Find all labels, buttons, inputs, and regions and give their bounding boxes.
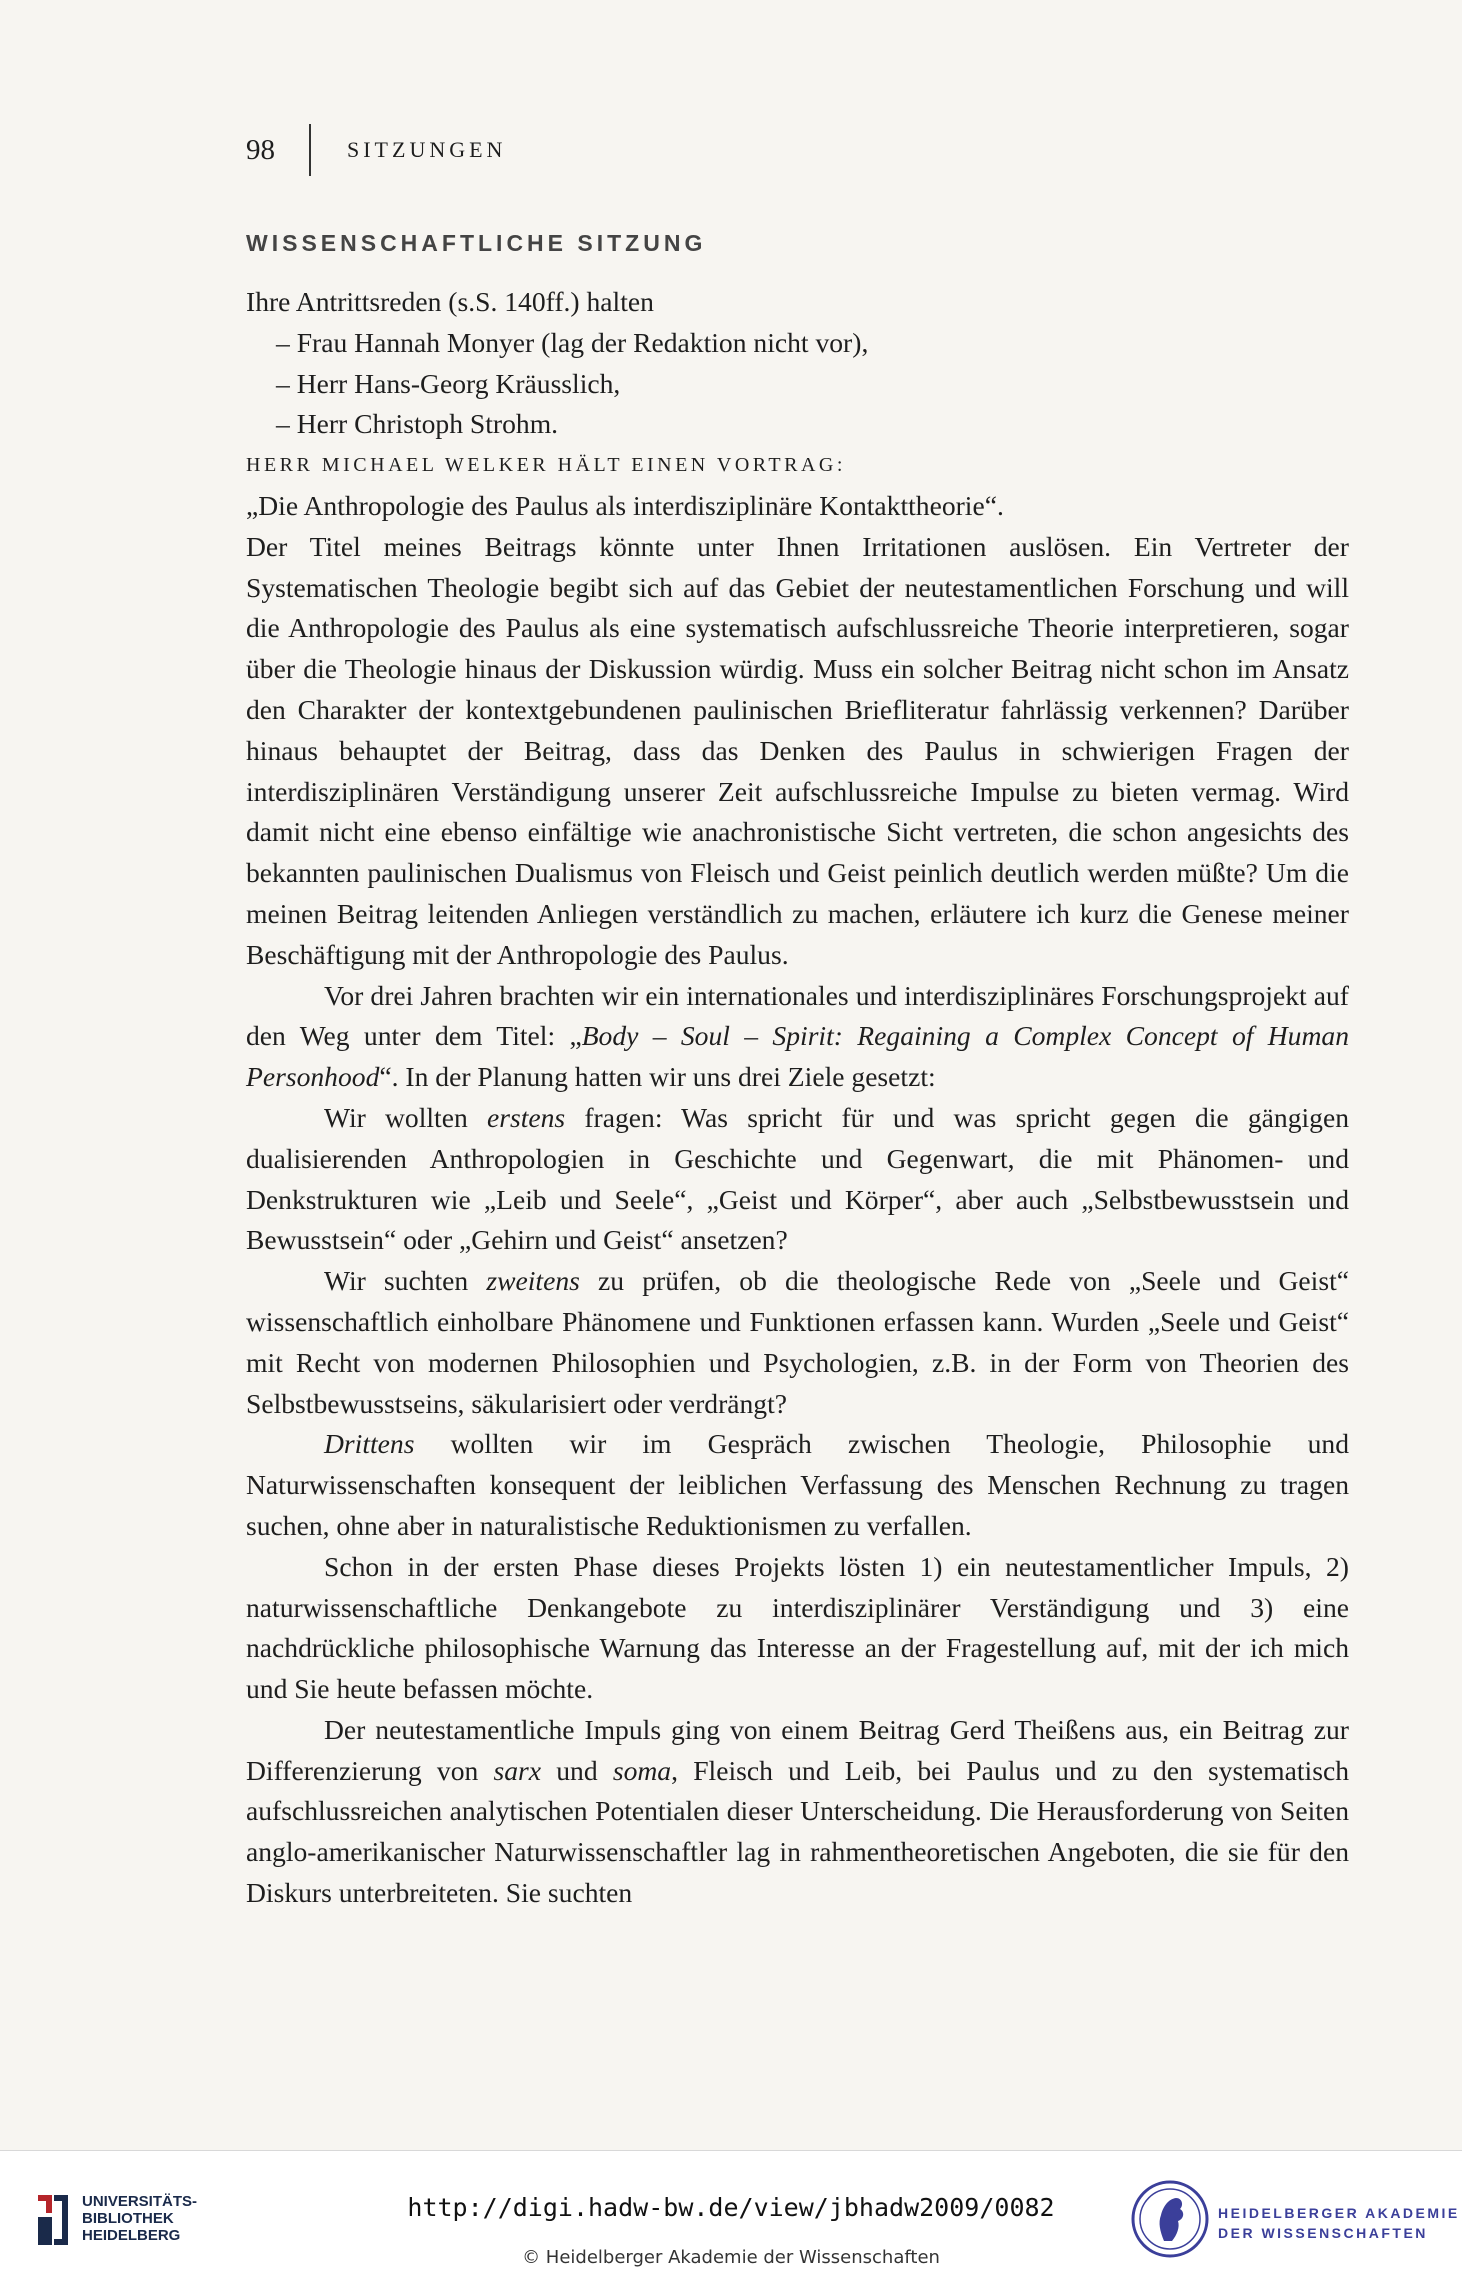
paragraph: Der Titel meines Beitrags könnte unter Ihnen Irritationen auslösen. Ein Vertreter der Systematischen Theologie begibt sich auf das Gebiet der neutestamentlichen Forschung und will die Anthropologie des Paulus als eine systematisch aufschlussreiche Theorie interpretieren, sogar über die Theologie hinaus der Diskussion würdig. Muss ein solcher Beitrag nicht schon im Ansatz den Charakter der kontextgebundenen paulinischen Briefliteratur fahrlässig verkennen? Darüber hinaus behauptet der Beitrag, dass das Denken des Paulus in schwierigen Fragen der interdisziplinären Verständigung unserer Zeit aufschlussreiche Impulse zu bieten vermag. Wird damit nicht eine ebenso einfältige wie anachronistische Sicht vertreten, die schon angesichts des bekannten paulinischen Dualismus von Fleisch und Geist peinlich deutlich werden müßte? Um die meinen Beitrag leitenden Anliegen verständlich zu machen, erläutere ich kurz die Genese meiner Beschäftigung mit der Anthropologie des Paulus. [246, 530, 1349, 970]
lecture-announcement: HERR MICHAEL WELKER HÄLT EINEN VORTRAG: [246, 454, 846, 477]
speaker-item: – Herr Hans-Georg Kräusslich, [276, 367, 621, 399]
paragraph: Der neutestamentliche Impuls ging von einem Beitrag Gerd Theißens aus, ein Beitrag zur Differenzierung von sarx und soma, Fleisch und Leib, bei Paulus und zu den systematisch aufschlussreichen analytischen Potentialen dieser Unterscheidung. Die Herausforderung von Seiten anglo-amerikanischer Naturwissenschaftler lag in rahmentheoretischen Angeboten, die sie für den Diskurs unterbreiteten. Sie suchten [246, 1713, 1349, 1909]
page-number: 98 [246, 133, 275, 166]
paragraph: Vor drei Jahren brachten wir ein internationales und interdisziplinäres Forschungsprojekt auf den Weg unter dem Titel: „Body – Soul – Spirit: Regaining a Complex Concept of Human Personhood“. In der Planung hatten wir uns drei Ziele gesetzt: [246, 979, 1349, 1093]
speaker-item: – Herr Christoph Strohm. [276, 408, 559, 440]
permalink-url[interactable]: http://digi.hadw-bw.de/view/jbhadw2009/0082 [407, 2193, 1055, 2222]
paragraph: Wir suchten zweitens zu prüfen, ob die theologische Rede von „Seele und Geist“ wissenschaftlich einholbare Phänomene und Funktionen erfassen kann. Wurden „Seele und Geist“ mit Recht von modernen Philosophien und Psychologien, z.B. in der Form von Theorien des Selbstbewusstseins, säkularisiert oder verdrängt? [246, 1265, 1349, 1419]
paragraph: Schon in der ersten Phase dieses Projekts lösten 1) ein neutestamentlicher Impuls, 2) naturwissenschaftliche Denkangebote zu interdisziplinärer Verständigung und 3) eine nachdrückliche philosophische Warnung das Interesse an der Fragestellung auf, mit der ich mich und Sie heute befassen möchte. [246, 1550, 1349, 1705]
academy-seal-icon [1130, 2179, 1210, 2259]
university-library-name: UNIVERSITÄTS- BIBLIOTHEK HEIDELBERG [82, 2193, 198, 2244]
copyright-notice: © Heidelberger Akademie der Wissenschaften [522, 2247, 940, 2268]
header-divider [309, 124, 311, 176]
project-title: Body – Soul – Spirit: Regaining a Complex Concept of Human Personhood [246, 1020, 1349, 1093]
intro-line: Ihre Antrittsreden (s.S. 140ff.) halten [246, 286, 654, 317]
section-title: WISSENSCHAFTLICHE SITZUNG [246, 230, 707, 256]
lecture-title: „Die Anthropologie des Paulus als interdisziplinäre Kontakttheorie“. [246, 489, 1004, 521]
academy-name: HEIDELBERGER AKADEMIE DER WISSENSCHAFTEN [1218, 2205, 1460, 2241]
viewer-footer [0, 2150, 1462, 2286]
page-header [246, 132, 506, 168]
paragraph: Wir wollten erstens fragen: Was spricht für und was spricht gegen die gängigen dualisierenden Anthropologien in Geschichte und Gegenwart, die mit Phänomen- und Denkstrukturen wie „Leib und Seele“, „Geist und Körper“, aber auch „Selbstbewusstsein und Bewusstsein“ oder „Gehirn und Geist“ ansetzen? [246, 1101, 1349, 1256]
paragraph: Drittens wollten wir im Gespräch zwischen Theologie, Philosophie und Naturwissenschaften konsequent der leiblichen Verfassung des Menschen Rechnung zu tragen suchen, ohne aber in naturalistische Reduktionismen zu verfallen. [246, 1428, 1349, 1541]
running-title: SITZUNGEN [347, 137, 507, 162]
body-text [246, 282, 1349, 1914]
speaker-item: – Frau Hannah Monyer (lag der Redaktion nicht vor), [276, 326, 869, 358]
